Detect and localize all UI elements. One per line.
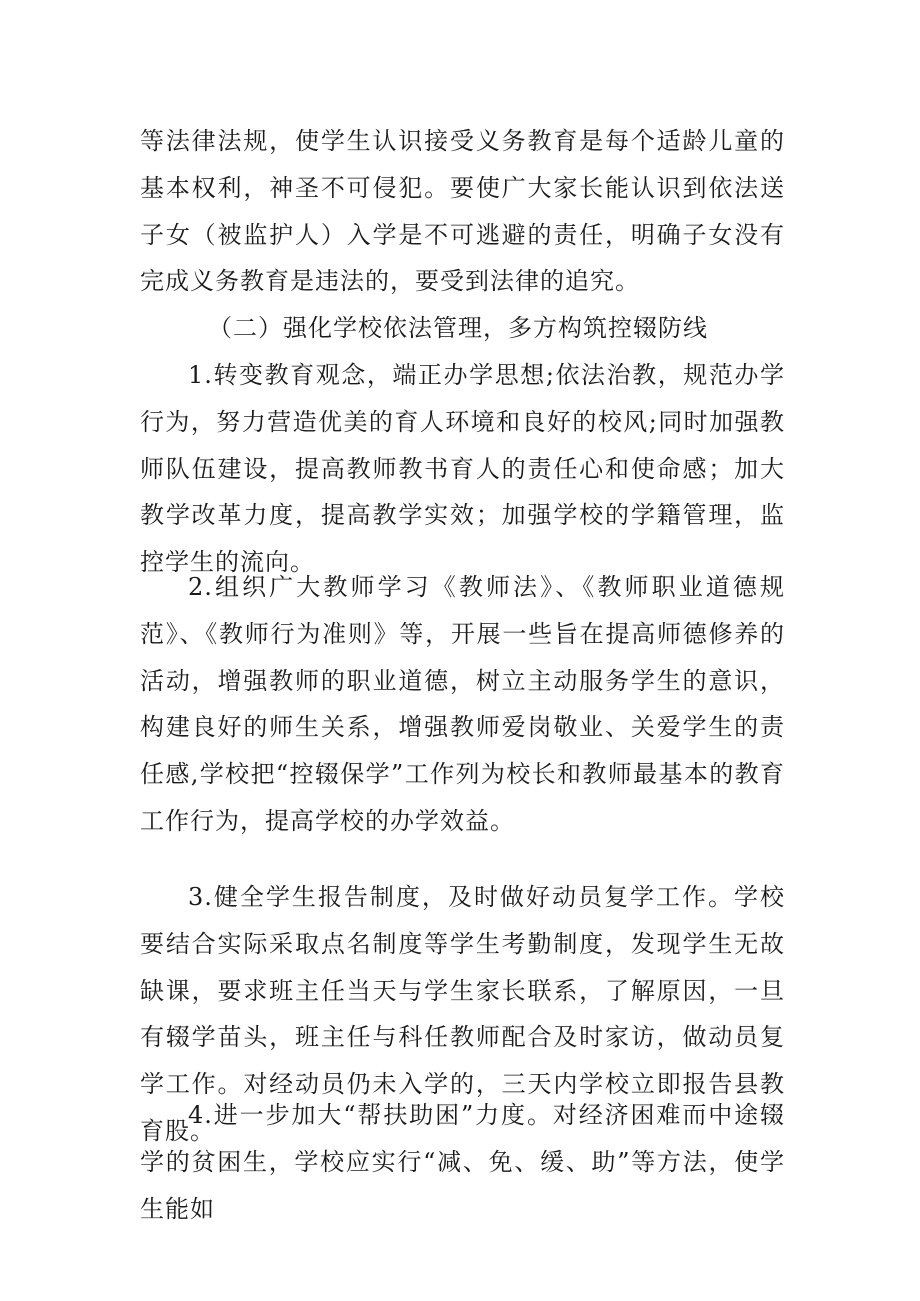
paragraph-item-3: 3.健全学生报告制度，及时做好动员复学工作。学校要结合实际采取点名制度等学生考勤制度，发现学生无故缺课，要求班主任当天与学生家长联系，了解原因，一旦有辍学苗头，班主任与科任教师配合及时家访，做动员复学工作。对经动员仍未入学的，三天内学校立即报告县教育股。 bbox=[140, 883, 785, 1145]
paragraph-item-4: 4.进一步加大“帮扶助困”力度。对经济困难而中途辍学的贫困生，学校应实行“减、免、缓、助”等方法，使学生能如 bbox=[140, 1101, 785, 1223]
section-heading: （二）强化学校依法管理，多方构筑控辍防线 bbox=[208, 314, 708, 342]
paragraph-continued: 等法律法规，使学生认识接受义务教育是每个适龄儿童的基本权利，神圣不可侵犯。要使广大家长能认识到依法送子女（被监护人）入学是不可逃避的责任，明确子女没有完成义务教育是违法的，要受到法律的追究。 bbox=[140, 127, 785, 296]
paragraph-item-1: 1.转变教育观念，端正办学思想;依法治教，规范办学行为，努力营造优美的育人环境和良好的校风;同时加强教师队伍建设，提高教师教书育人的责任心和使命感；加大教学改革力度，提高教学实效；加强学校的学籍管理，监控学生的流向。 bbox=[140, 361, 785, 577]
paragraph-item-2: 2.组织广大教师学习《教师法》、《教师职业道德规范》、《教师行为准则》等，开展一些旨在提高师德修养的活动，增强教师的职业道德，树立主动服务学生的意识，构建良好的师生关系，增强教师爱岗敬业、关爱学生的责任感,学校把“控辍保学”工作列为校长和教师最基本的教育工作行为，提高学校的办学效益。 bbox=[140, 573, 785, 835]
